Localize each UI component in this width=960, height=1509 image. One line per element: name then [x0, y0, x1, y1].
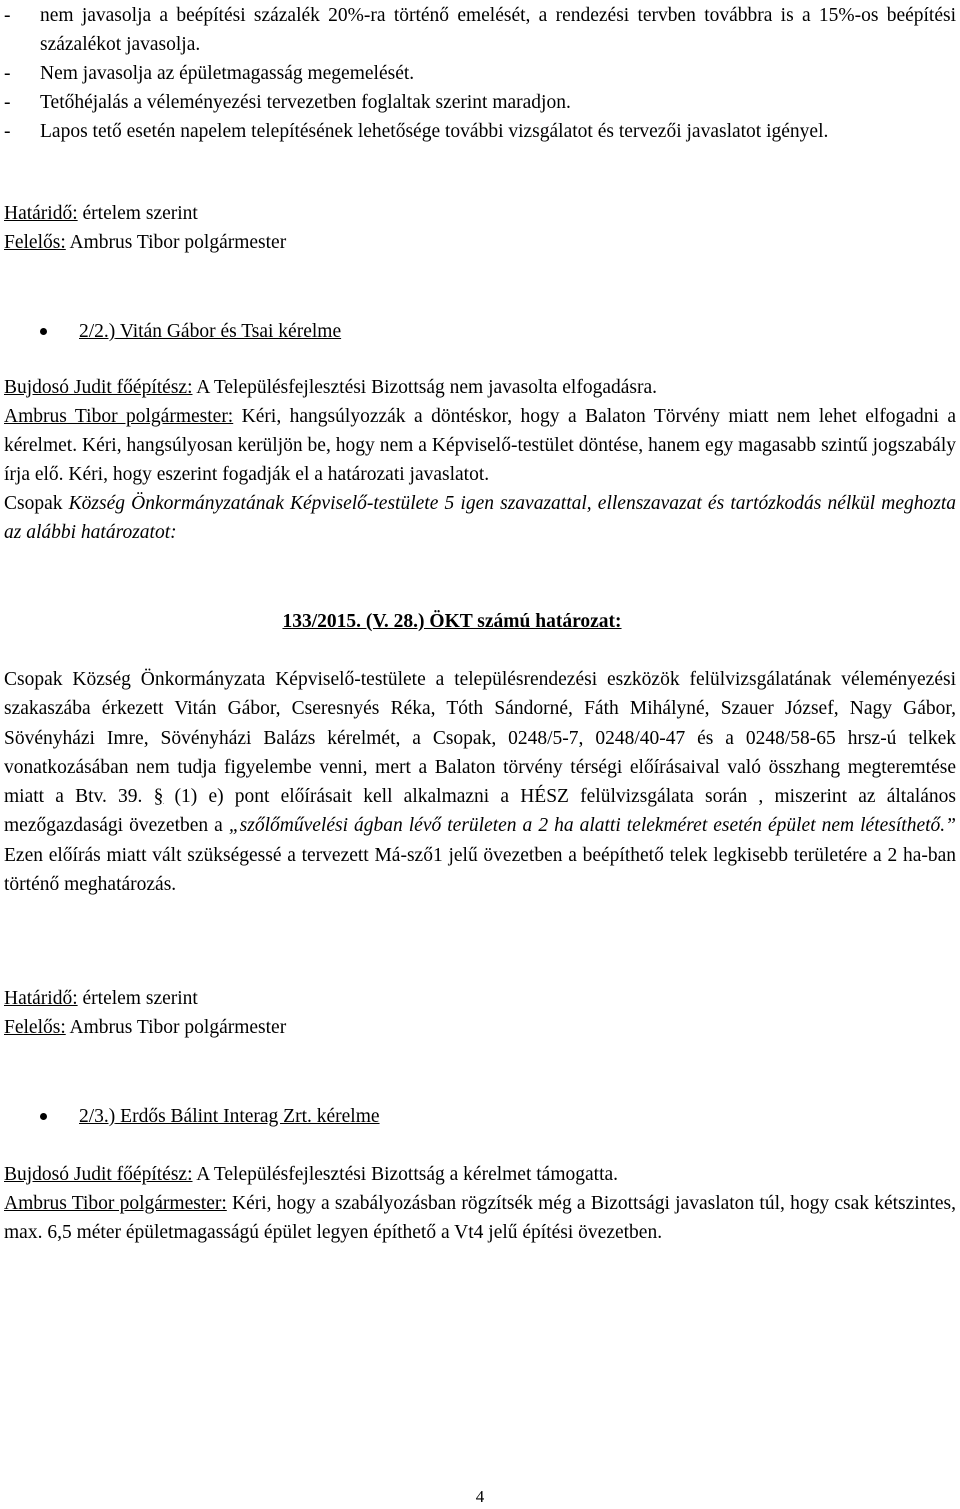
vote-statement — [4, 489, 956, 547]
agenda-item-title: Vitán Gábor és Tsai kérelme — [115, 321, 342, 342]
responsible-value: Ambrus Tibor polgármester — [65, 232, 287, 253]
agenda-item-number: 2/3.) — [79, 1106, 116, 1127]
agenda-item-2-2 — [4, 317, 956, 346]
list-item — [4, 1, 956, 59]
deadline-value: értelem szerint — [77, 203, 198, 224]
resolution-body — [4, 665, 956, 899]
list-dash: - — [4, 92, 11, 113]
resolution-title: 133/2015. (V. 28.) ÖKT számú határozat: — [282, 611, 622, 632]
speaker-paragraph — [4, 1160, 956, 1189]
resolution-text: Ezen előírás miatt vált szükségessé a tervezett Má-sző1 jelű övezetben a beépíthető telek legkisebb területére a 2 ha-ban történő meghatározás. — [4, 844, 956, 896]
list-item — [4, 88, 956, 117]
vote-plain: Csopak — [4, 493, 69, 514]
speaker-paragraph — [4, 402, 956, 489]
agenda-item-number: 2/2.) — [79, 321, 116, 342]
discussion-2-3 — [4, 1160, 956, 1247]
speaker-text: Kéri, hangsúlyozzák a döntéskor, hogy a Balaton Törvény miatt nem lehet elfogadni a kérelmet. Kéri, hangsúlyosan kerüljön be, hogy nem a Képviselő-testület döntése, hanem egy magasabb szintű jogszabály írja elő. Kéri, hogy eszerint fogadják el a határozati javaslatot. — [4, 406, 956, 485]
section-sign: § — [153, 786, 164, 808]
speaker-name: Ambrus Tibor polgármester: — [4, 406, 234, 427]
list-dash: - — [4, 5, 11, 26]
page-number: 4 — [475, 1487, 485, 1506]
deadline-label: Határidő: — [4, 203, 78, 224]
list-item — [4, 59, 956, 88]
deadline-label: Határidő: — [4, 988, 78, 1009]
deadline-value: értelem szerint — [77, 988, 198, 1009]
responsible-label: Felelős: — [4, 232, 66, 253]
speaker-paragraph — [4, 373, 956, 402]
speaker-paragraph — [4, 1189, 956, 1247]
deadline-block — [4, 199, 286, 257]
speaker-text: A Településfejlesztési Bizottság nem javasolta elfogadásra. — [192, 377, 658, 398]
recommendation-list — [4, 1, 956, 146]
resolution-text: Csopak Község Önkormányzata Képviselő-testülete a településrendezési eszközök felülvizsgálatának véleményezési szakaszába érkezett Vitán Gábor, Cseresnyés Réka, Tóth Sándorné, Fáth Mihályné, Szauer József, Nagy Gábor, Sövényházi Imre, Sövényházi Balázs kérelmét, a Csopak, 0248/5-7, 0248/40-47 és a 0248/58-65 hrsz-ú telkek vonatkozásában nem tudja figyelembe venni, mert a Balaton törvény térségi előírásaival való összhang megteremtése miatt a Btv. 39. — [4, 669, 956, 808]
agenda-item-2-3 — [4, 1102, 956, 1131]
deadline-block — [4, 984, 286, 1042]
speaker-text: Kéri, hogy a szabályozásban rögzítsék még a Bizottsági javaslaton túl, hogy csak kétszintes, max. 6,5 méter épületmagasságú épület legyen építhető a Vt4 jelű építési övezetben. — [4, 1193, 956, 1243]
list-item-text: Lapos tető esetén napelem telepítésének lehetősége további vizsgálatot és tervezői javaslatot igényel. — [40, 121, 829, 142]
responsible-line — [4, 1013, 286, 1042]
resolution-text: (1) e) pont előírásait kell alkalmazni a HÉSZ felülvizsgálata során , miszerint az általános mezőgazdasági övezetben a — [4, 786, 957, 837]
speaker-name: Ambrus Tibor polgármester: — [4, 1193, 227, 1214]
vote-italic: Község Önkormányzatának Képviselő-testülete 5 igen szavazattal, ellenszavazat és tartózkodás nélkül meghozta az alábbi határozatot: — [4, 493, 956, 543]
responsible-label: Felelős: — [4, 1017, 66, 1038]
list-item-text: Tetőhéjalás a véleményezési tervezetben foglaltak szerint maradjon. — [40, 92, 571, 113]
responsible-line — [4, 228, 286, 257]
deadline-line — [4, 199, 286, 228]
discussion-2-2 — [4, 373, 956, 547]
resolution-quote: „szőlőművelési ágban lévő területen a 2 ha alatti telekméret esetén épület nem létesíthető.” — [228, 815, 956, 837]
bullet-icon — [40, 328, 47, 335]
responsible-value: Ambrus Tibor polgármester — [65, 1017, 287, 1038]
list-item-text: Nem javasolja az épületmagasság megemelését. — [40, 63, 415, 84]
bullet-icon — [40, 1113, 47, 1120]
list-dash: - — [4, 63, 11, 84]
deadline-line — [4, 984, 286, 1013]
speaker-text: A Településfejlesztési Bizottság a kérelmet támogatta. — [192, 1164, 619, 1185]
agenda-item-title: Erdős Bálint Interag Zrt. kérelme — [115, 1106, 380, 1127]
list-item-text: nem javasolja a beépítési százalék 20%-ra történő emelését, a rendezési tervben továbbra is a 15%-os beépítési százalékot javasolja. — [40, 5, 956, 55]
speaker-name: Bujdosó Judit főépítész: — [4, 1164, 193, 1185]
list-dash: - — [4, 121, 11, 142]
list-item — [4, 117, 956, 146]
speaker-name: Bujdosó Judit főépítész: — [4, 377, 193, 398]
